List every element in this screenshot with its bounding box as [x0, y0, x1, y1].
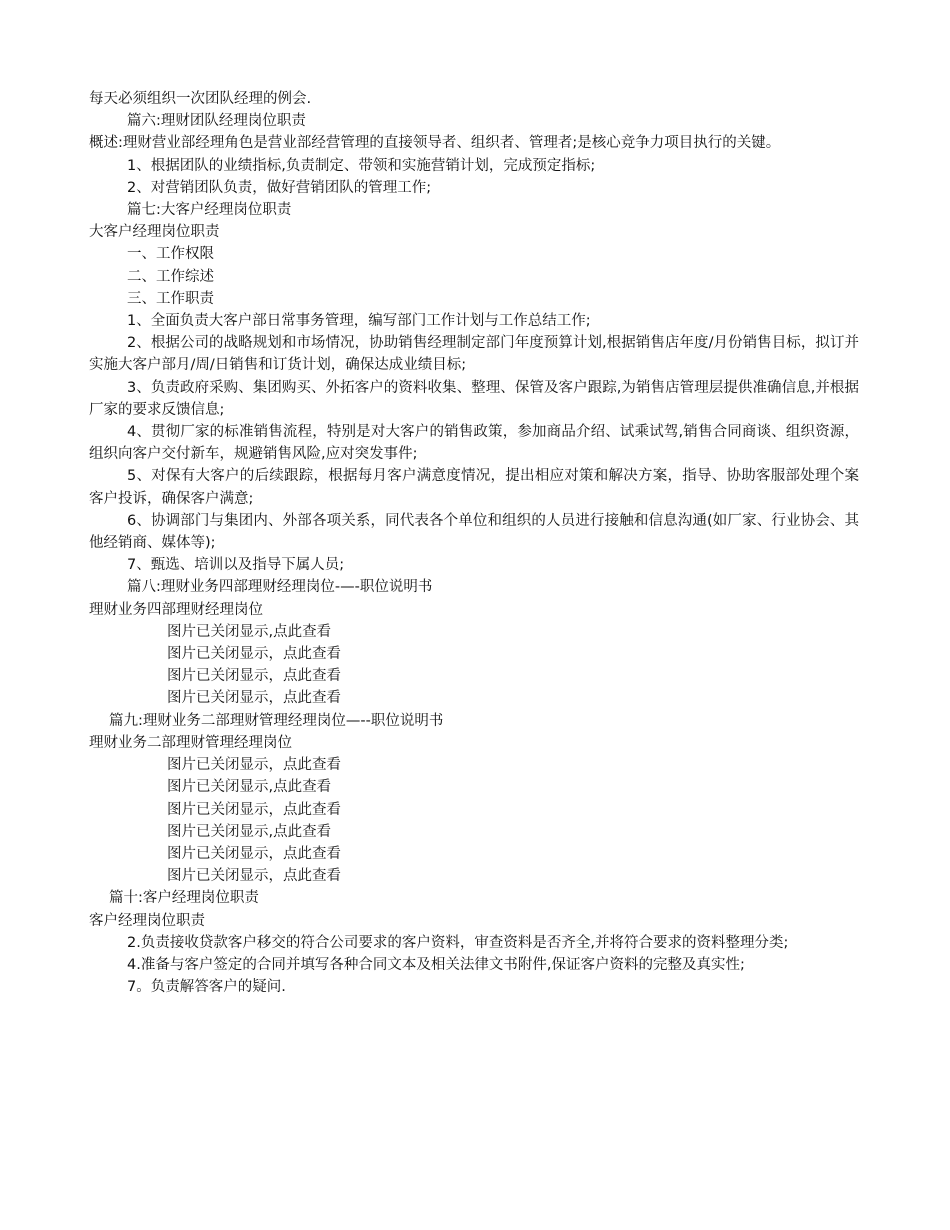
image-placeholder-link[interactable]: 图片已关闭显示，点此查看	[167, 690, 341, 707]
paragraph: 每天必须组织一次团队经理的例会.	[89, 91, 312, 107]
image-placeholder-link[interactable]: 图片已关闭显示,点此查看	[167, 779, 332, 796]
section-heading: 篇九:理财业务二部理财管理经理岗位—--职位说明书	[109, 712, 444, 729]
subtitle: 大客户经理岗位职责	[89, 224, 220, 241]
list-item: 一、工作权限	[127, 246, 214, 263]
list-item: 3、负责政府采购、集团购买、外拓客户的资料收集、整理、保管及客户跟踪,为销售店管理层提供准确信息,并根据厂家的要求反馈信息;	[89, 379, 859, 418]
image-placeholder-link[interactable]: 图片已关闭显示,点此查看	[167, 823, 332, 840]
list-item: 1、根据团队的业绩指标,负责制定、带领和实施营销计划，完成预定指标;	[127, 157, 596, 174]
section-heading: 篇十:客户经理岗位职责	[109, 890, 259, 907]
section-heading: 篇六:理财团队经理岗位职责	[127, 113, 306, 130]
image-placeholder-link[interactable]: 图片已关闭显示，点此查看	[167, 868, 341, 885]
image-placeholder-link[interactable]: 图片已关闭显示，点此查看	[167, 757, 341, 774]
list-item: 7。负责解答客户的疑问.	[127, 979, 286, 996]
image-placeholder-link[interactable]: 图片已关闭显示，点此查看	[167, 646, 341, 663]
section-heading: 篇七:大客户经理岗位职责	[127, 202, 292, 219]
list-item: 7、甄选、培训以及指导下属人员;	[127, 557, 345, 574]
section-heading: 篇八:理财业务四部理财经理岗位-—-职位说明书	[127, 579, 433, 596]
list-item: 6、协调部门与集团内、外部各项关系，同代表各个单位和组织的人员进行接触和信息沟通(如厂家、行业协会、其他经销商、媒体等);	[89, 512, 859, 552]
list-item: 4.准备与客户签定的合同并填写各种合同文本及相关法律文书附件,保证客户资料的完整及真实性;	[127, 956, 745, 973]
paragraph: 概述:理财营业部经理角色是营业部经营管理的直接领导者、组织者、管理者;是核心竞争力项目执行的关键。	[89, 135, 781, 152]
image-placeholder-link[interactable]: 图片已关闭显示,点此查看	[167, 623, 332, 640]
list-item: 二、工作综述	[127, 268, 214, 285]
list-item: 2、对营销团队负责，做好营销团队的管理工作;	[127, 179, 432, 196]
document-body	[89, 88, 859, 998]
subtitle: 理财业务四部理财经理岗位	[89, 601, 263, 618]
list-item: 2、根据公司的战略规划和市场情况，协助销售经理制定部门年度预算计划,根据销售店年度/月份销售目标，拟订并实施大客户部月/周/日销售和订货计划，确保达成业绩目标;	[89, 335, 859, 374]
image-placeholder-link[interactable]: 图片已关闭显示，点此查看	[167, 801, 341, 818]
subtitle: 理财业务二部理财管理经理岗位	[89, 734, 292, 751]
image-placeholder-link[interactable]: 图片已关闭显示，点此查看	[167, 845, 341, 862]
list-item: 三、工作职责	[127, 290, 214, 307]
list-item: 2.负责接收贷款客户移交的符合公司要求的客户资料，审查资料是否齐全,并将符合要求的资料整理分类;	[127, 934, 789, 951]
list-item: 5、对保有大客户的后续跟踪，根据每月客户满意度情况，提出相应对策和解决方案，指导、协助客服部处理个案客户投诉，确保客户满意;	[89, 468, 859, 507]
list-item: 4、贯彻厂家的标准销售流程，特别是对大客户的销售政策，参加商品介绍、试乘试驾,销售合同商谈、组织资源，组织向客户交付新车，规避销售风险,应对突发事件;	[89, 424, 859, 463]
list-item: 1、全面负责大客户部日常事务管理，编写部门工作计划与工作总结工作;	[127, 313, 591, 330]
subtitle: 客户经理岗位职责	[89, 912, 205, 929]
image-placeholder-link[interactable]: 图片已关闭显示，点此查看	[167, 668, 341, 685]
